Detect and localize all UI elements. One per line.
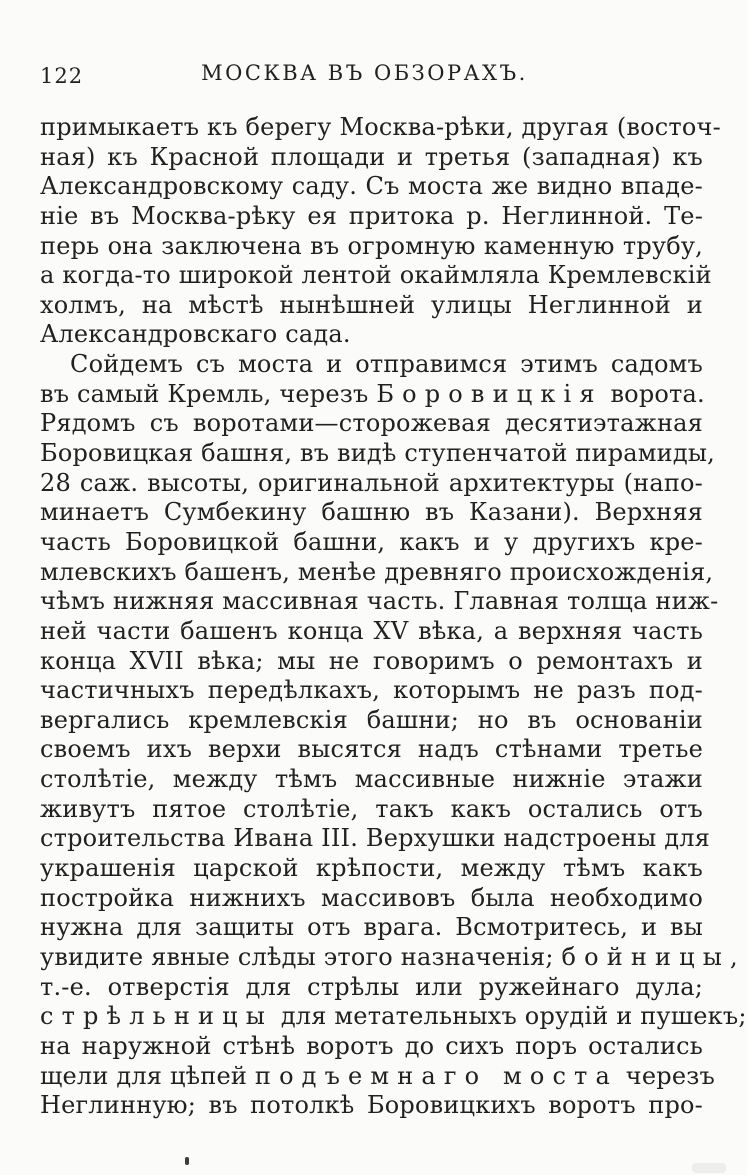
emphasized-term: бойницы — [561, 942, 731, 971]
text-segment: чѣмъ нижняя массивная часть. Главная толща ниж- — [40, 587, 719, 616]
text-segment: Боровицкая башня, въ видѣ ступенчатой пирамиды, — [40, 439, 715, 468]
text-line — [40, 617, 703, 647]
text-segment: 28 саж. высоты, оригинальной архитектуры (напо- — [40, 468, 703, 497]
text-line — [40, 439, 715, 469]
text-line — [40, 291, 703, 321]
text-line — [40, 409, 703, 439]
text-line — [40, 380, 703, 410]
text-segment: Александровскому саду. Съ моста же видно впаде- — [40, 172, 703, 201]
text-segment: холмъ, на мѣстѣ нынѣшней улицы Неглинной и — [40, 290, 703, 319]
text-segment: перь она заключена въ огромную каменную трубу, — [40, 231, 703, 260]
text-line — [40, 469, 703, 499]
text-line — [40, 884, 703, 914]
text-segment: постройка нижнихъ массивовъ была необходимо — [40, 883, 703, 912]
text-segment: Сойдемъ съ моста и отправимся этимъ садомъ — [70, 350, 703, 379]
text-line — [40, 202, 703, 232]
text-line — [40, 350, 703, 380]
text-segment: увидите явные слѣды этого назначенія; — [40, 942, 562, 971]
text-segment: конца XVII вѣка; мы не говоримъ о ремонтахъ и — [40, 646, 703, 675]
text-line — [40, 824, 710, 854]
text-line — [40, 942, 738, 973]
text-line — [40, 113, 721, 143]
text-line — [40, 854, 703, 884]
text-line — [40, 587, 719, 617]
text-line — [40, 1091, 703, 1121]
text-segment: щели для цѣпей — [40, 1061, 255, 1090]
text-segment: примыкаетъ къ берегу Москва-рѣки, другая (восточ- — [40, 113, 721, 141]
text-segment: на наружной стѣнѣ воротъ до сихъ поръ остались — [40, 1031, 703, 1060]
text-segment: ніе въ Москва-рѣку ея притока р. Неглинной. Те- — [40, 201, 703, 230]
emphasized-term: стрѣльницы — [40, 1002, 273, 1031]
text-line — [40, 143, 703, 173]
running-title: МОСКВА ВЪ ОБЗОРАХЪ. — [201, 61, 528, 85]
text-segment: для метательныхъ орудій и пушекъ; — [273, 1002, 747, 1031]
text-segment: частичныхъ передѣлкахъ, которымъ не разъ под- — [40, 676, 703, 705]
emphasized-term: Боровицкія — [376, 379, 603, 408]
text-segment: ворота. — [602, 379, 705, 408]
text-segment: нужна для защиты отъ врага. Всмотритесь, и вы — [40, 913, 703, 942]
text-segment: украшенія царской крѣпости, между тѣмъ какъ — [40, 854, 703, 883]
page-body — [40, 113, 747, 1121]
text-line — [40, 973, 703, 1003]
text-line — [40, 1032, 703, 1062]
text-segment: своемъ ихъ верхи высятся надъ стѣнами третье — [40, 735, 703, 764]
text-line — [40, 172, 703, 202]
text-line — [40, 795, 703, 825]
text-segment: вергались кремлевскія башни; но въ основаніи — [40, 705, 703, 734]
text-segment: живутъ пятое столѣтіе, такъ какъ остались отъ — [40, 794, 703, 823]
text-segment: минаетъ Сумбекину башню въ Казани). Верхняя — [40, 498, 703, 527]
text-segment: ней части башенъ конца XV вѣка, а верхняя часть — [40, 616, 703, 645]
text-segment: млевскихъ башенъ, менѣе древняго происхожденія, — [40, 557, 714, 586]
text-line — [40, 735, 703, 765]
text-line — [40, 913, 703, 943]
text-segment: а когда-то широкой лентой окаймляла Кремлевскій — [40, 261, 712, 290]
text-segment: часть Боровицкой башни, какъ и у другихъ кре- — [40, 527, 703, 556]
text-line — [40, 647, 703, 677]
text-line — [40, 528, 703, 558]
text-segment: т.-е. отверстія для стрѣлы или ружейнаго дула; — [40, 972, 703, 1001]
scan-smudge — [692, 1163, 726, 1173]
text-line — [40, 498, 703, 528]
text-line — [40, 1061, 715, 1092]
text-segment: столѣтіе, между тѣмъ массивные нижніе этажи — [40, 765, 703, 794]
text-segment: Рядомъ съ воротами—сторожевая десятиэтажная — [40, 409, 703, 438]
text-line — [40, 765, 703, 795]
text-line — [40, 1002, 747, 1032]
emphasized-term: подъемнаго моста — [254, 1061, 618, 1090]
text-line — [40, 557, 714, 588]
page-number: 122 — [40, 64, 84, 88]
text-segment: ная) къ Красной площади и третья (западная) къ — [40, 142, 703, 171]
text-segment: Неглинную; въ потолкѣ Боровицкихъ воротъ про- — [40, 1091, 703, 1120]
text-line — [40, 232, 703, 262]
text-segment: въ самый Кремль, черезъ — [40, 379, 377, 408]
text-segment: строительства Ивана III. Верхушки надстроены для — [40, 824, 710, 853]
text-segment: черезъ — [617, 1061, 715, 1090]
text-line — [40, 320, 703, 350]
ink-speck — [185, 1157, 189, 1165]
text-line — [40, 676, 703, 706]
text-line — [40, 261, 712, 291]
text-segment: , — [730, 942, 738, 971]
text-segment: Александровскаго сада. — [40, 320, 351, 349]
text-line — [40, 706, 703, 736]
